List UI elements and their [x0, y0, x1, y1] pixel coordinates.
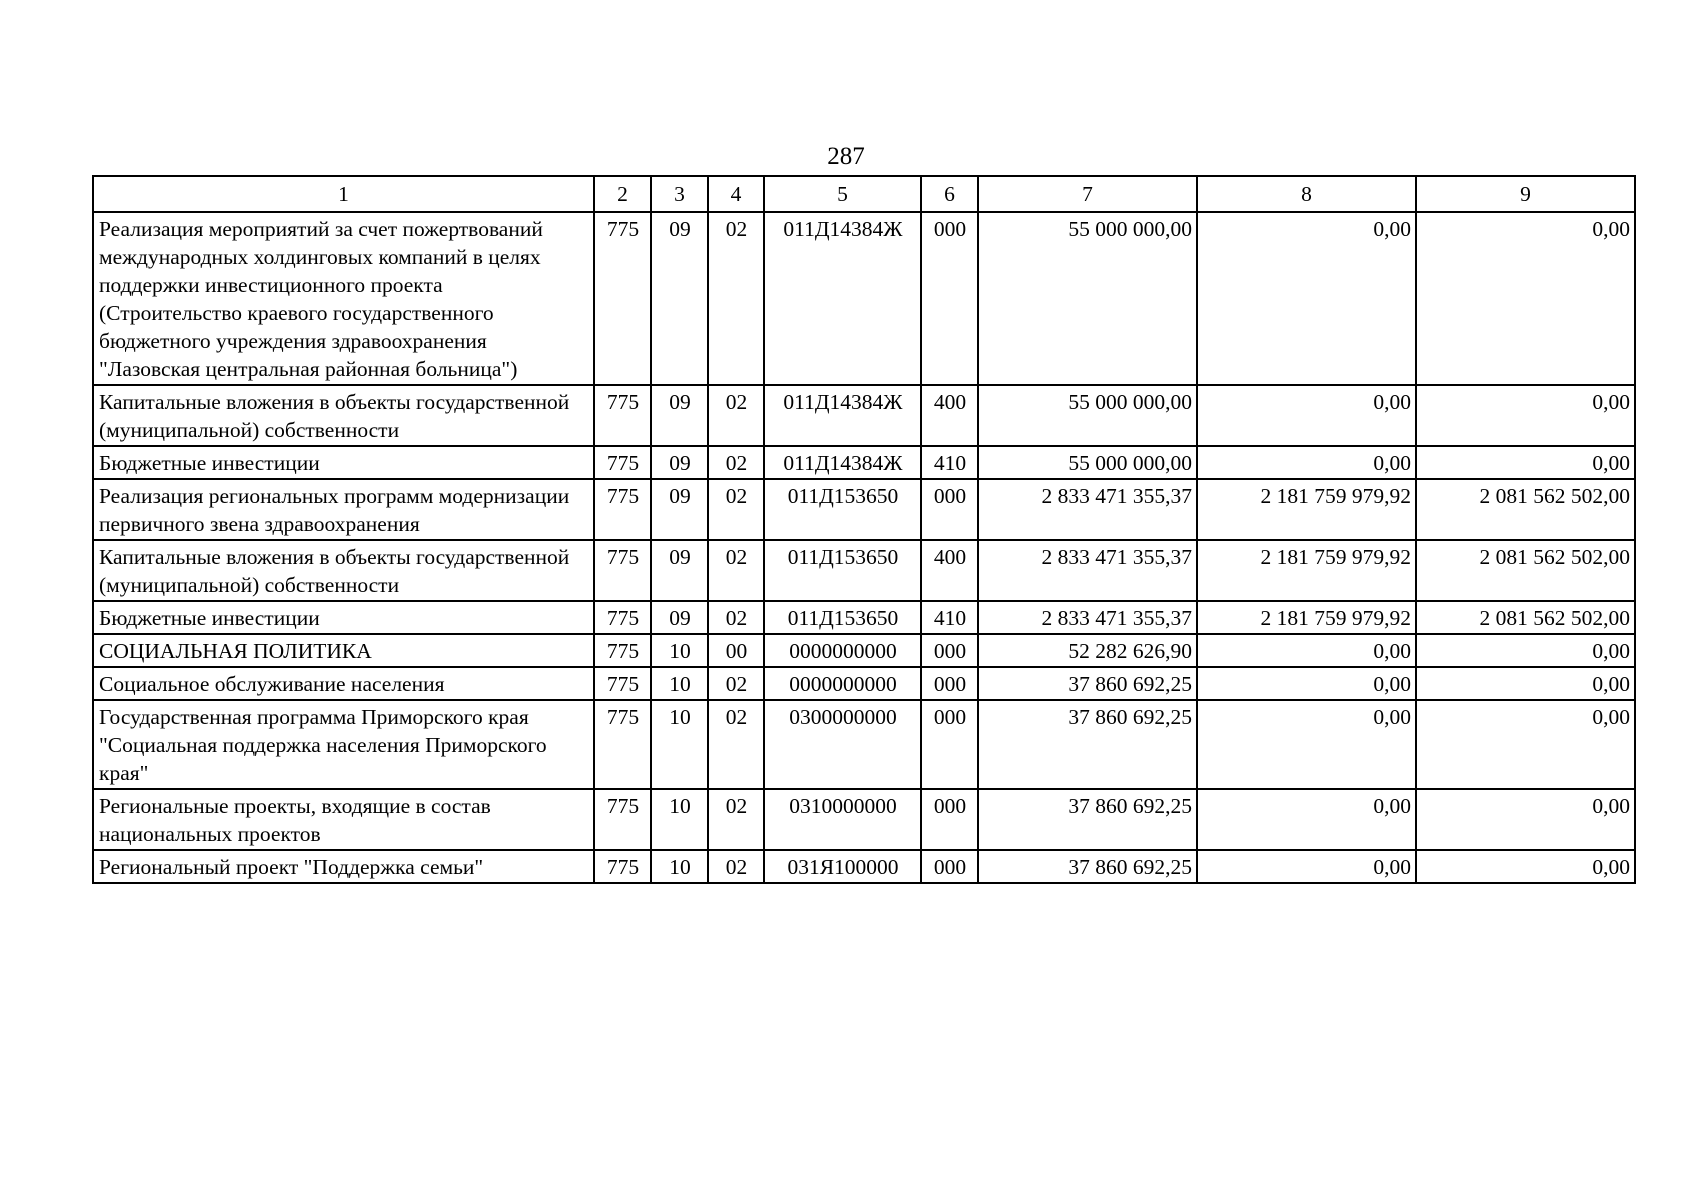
section-cell: 09 [651, 479, 708, 540]
expense-type-cell: 000 [921, 212, 978, 385]
expense-type-cell: 000 [921, 789, 978, 850]
amount-year1-cell: 37 860 692,25 [978, 667, 1197, 700]
target-article-cell: 0310000000 [764, 789, 921, 850]
amount-year1-cell: 37 860 692,25 [978, 700, 1197, 789]
amount-year2-cell: 0,00 [1197, 850, 1416, 883]
target-article-cell: 011Д153650 [764, 601, 921, 634]
target-article-cell: 031Я100000 [764, 850, 921, 883]
amount-year2-cell: 2 181 759 979,92 [1197, 479, 1416, 540]
amount-year2-cell: 0,00 [1197, 446, 1416, 479]
amount-year3-cell: 2 081 562 502,00 [1416, 601, 1635, 634]
amount-year1-cell: 52 282 626,90 [978, 634, 1197, 667]
amount-year1-cell: 2 833 471 355,37 [978, 479, 1197, 540]
code-cell: 775 [594, 789, 651, 850]
subsection-cell: 02 [708, 212, 764, 385]
subsection-cell: 02 [708, 601, 764, 634]
amount-year2-cell: 0,00 [1197, 667, 1416, 700]
column-header: 1 [93, 176, 594, 212]
amount-year2-cell: 0,00 [1197, 789, 1416, 850]
amount-year3-cell: 0,00 [1416, 850, 1635, 883]
amount-year1-cell: 37 860 692,25 [978, 789, 1197, 850]
section-cell: 10 [651, 700, 708, 789]
amount-year3-cell: 2 081 562 502,00 [1416, 540, 1635, 601]
amount-year3-cell: 0,00 [1416, 212, 1635, 385]
code-cell: 775 [594, 385, 651, 446]
expense-type-cell: 000 [921, 700, 978, 789]
amount-year3-cell: 0,00 [1416, 385, 1635, 446]
expense-type-cell: 000 [921, 479, 978, 540]
amount-year1-cell: 55 000 000,00 [978, 385, 1197, 446]
target-article-cell: 0000000000 [764, 634, 921, 667]
amount-year2-cell: 0,00 [1197, 212, 1416, 385]
section-cell: 09 [651, 385, 708, 446]
row-name-cell: Капитальные вложения в объекты государственной (муниципальной) собственности [93, 385, 594, 446]
column-header: 5 [764, 176, 921, 212]
section-cell: 10 [651, 850, 708, 883]
subsection-cell: 02 [708, 479, 764, 540]
amount-year3-cell: 0,00 [1416, 789, 1635, 850]
column-header: 6 [921, 176, 978, 212]
target-article-cell: 0000000000 [764, 667, 921, 700]
table-row [93, 385, 1635, 446]
target-article-cell: 011Д14384Ж [764, 212, 921, 385]
subsection-cell: 02 [708, 385, 764, 446]
table-row [93, 446, 1635, 479]
code-cell: 775 [594, 540, 651, 601]
code-cell: 775 [594, 212, 651, 385]
target-article-cell: 011Д153650 [764, 479, 921, 540]
column-header: 2 [594, 176, 651, 212]
amount-year3-cell: 0,00 [1416, 446, 1635, 479]
amount-year1-cell: 55 000 000,00 [978, 446, 1197, 479]
code-cell: 775 [594, 634, 651, 667]
section-cell: 09 [651, 212, 708, 385]
expense-type-cell: 000 [921, 667, 978, 700]
section-cell: 09 [651, 446, 708, 479]
row-name-cell: Региональные проекты, входящие в состав национальных проектов [93, 789, 594, 850]
budget-table [92, 175, 1636, 884]
table-row [93, 789, 1635, 850]
row-name-cell: Реализация мероприятий за счет пожертвований международных холдинговых компаний в целях поддержки инвестиционного проекта (Строительство краевого государственного бюджетного учреждения здравоохранения "Лазовская центральная районная больница") [93, 212, 594, 385]
table-row [93, 601, 1635, 634]
column-header: 3 [651, 176, 708, 212]
row-name-cell: Бюджетные инвестиции [93, 446, 594, 479]
amount-year1-cell: 2 833 471 355,37 [978, 540, 1197, 601]
amount-year2-cell: 0,00 [1197, 700, 1416, 789]
row-name-cell: СОЦИАЛЬНАЯ ПОЛИТИКА [93, 634, 594, 667]
amount-year2-cell: 0,00 [1197, 385, 1416, 446]
section-cell: 10 [651, 634, 708, 667]
column-number-row [93, 176, 1635, 212]
page-number: 287 [827, 143, 865, 170]
row-name-cell: Реализация региональных программ модернизации первичного звена здравоохранения [93, 479, 594, 540]
table-body [93, 212, 1635, 883]
subsection-cell: 02 [708, 850, 764, 883]
expense-type-cell: 410 [921, 446, 978, 479]
amount-year2-cell: 0,00 [1197, 634, 1416, 667]
subsection-cell: 00 [708, 634, 764, 667]
subsection-cell: 02 [708, 667, 764, 700]
section-cell: 10 [651, 789, 708, 850]
row-name-cell: Государственная программа Приморского края "Социальная поддержка населения Приморского края" [93, 700, 594, 789]
expense-type-cell: 400 [921, 385, 978, 446]
amount-year2-cell: 2 181 759 979,92 [1197, 540, 1416, 601]
expense-type-cell: 000 [921, 634, 978, 667]
amount-year3-cell: 0,00 [1416, 667, 1635, 700]
target-article-cell: 011Д14384Ж [764, 385, 921, 446]
amount-year3-cell: 2 081 562 502,00 [1416, 479, 1635, 540]
section-cell: 09 [651, 540, 708, 601]
subsection-cell: 02 [708, 789, 764, 850]
table-row [93, 212, 1635, 385]
column-header: 7 [978, 176, 1197, 212]
table-row [93, 667, 1635, 700]
table-row [93, 700, 1635, 789]
subsection-cell: 02 [708, 540, 764, 601]
expense-type-cell: 400 [921, 540, 978, 601]
table-row [93, 540, 1635, 601]
section-cell: 10 [651, 667, 708, 700]
row-name-cell: Бюджетные инвестиции [93, 601, 594, 634]
code-cell: 775 [594, 479, 651, 540]
amount-year1-cell: 2 833 471 355,37 [978, 601, 1197, 634]
target-article-cell: 011Д153650 [764, 540, 921, 601]
code-cell: 775 [594, 667, 651, 700]
row-name-cell: Региональный проект "Поддержка семьи" [93, 850, 594, 883]
column-header: 8 [1197, 176, 1416, 212]
section-cell: 09 [651, 601, 708, 634]
table-row [93, 850, 1635, 883]
code-cell: 775 [594, 601, 651, 634]
subsection-cell: 02 [708, 700, 764, 789]
amount-year1-cell: 37 860 692,25 [978, 850, 1197, 883]
code-cell: 775 [594, 850, 651, 883]
amount-year3-cell: 0,00 [1416, 700, 1635, 789]
column-header: 4 [708, 176, 764, 212]
target-article-cell: 0300000000 [764, 700, 921, 789]
expense-type-cell: 410 [921, 601, 978, 634]
column-header: 9 [1416, 176, 1635, 212]
amount-year3-cell: 0,00 [1416, 634, 1635, 667]
table-row [93, 634, 1635, 667]
expense-type-cell: 000 [921, 850, 978, 883]
amount-year2-cell: 2 181 759 979,92 [1197, 601, 1416, 634]
row-name-cell: Социальное обслуживание населения [93, 667, 594, 700]
amount-year1-cell: 55 000 000,00 [978, 212, 1197, 385]
table-row [93, 479, 1635, 540]
subsection-cell: 02 [708, 446, 764, 479]
target-article-cell: 011Д14384Ж [764, 446, 921, 479]
code-cell: 775 [594, 446, 651, 479]
code-cell: 775 [594, 700, 651, 789]
row-name-cell: Капитальные вложения в объекты государственной (муниципальной) собственности [93, 540, 594, 601]
